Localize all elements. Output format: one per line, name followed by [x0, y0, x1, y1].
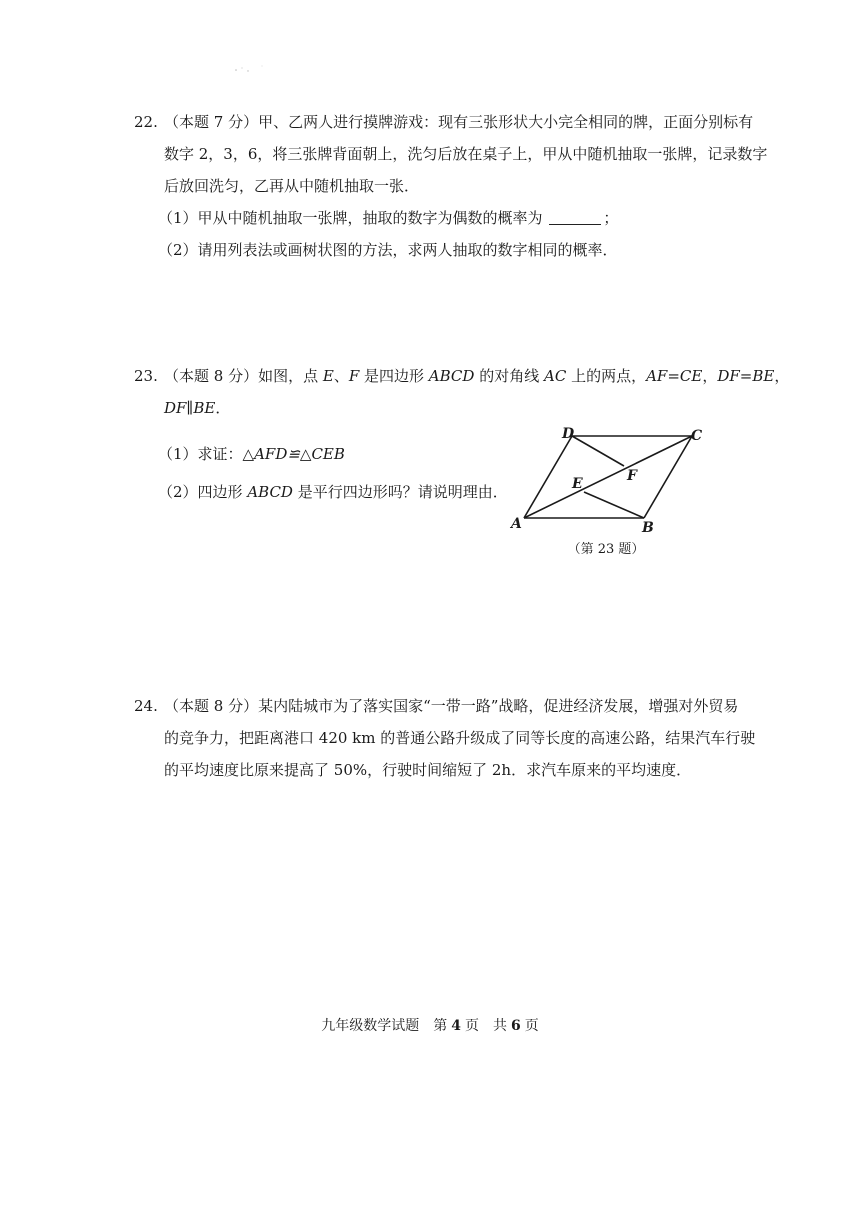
label-D: D [562, 426, 575, 442]
parallelogram-figure [506, 422, 706, 562]
answer-blank[interactable] [549, 210, 601, 225]
diagonal-AC [524, 436, 692, 518]
condition-parallel: DF∥BE [164, 399, 216, 417]
page-number: 4 [451, 1018, 461, 1034]
figure-caption: （第 23 题） [567, 542, 645, 557]
sub-question-2: （2）四边形 ABCD 是平行四边形吗？请说明理由． [158, 483, 508, 501]
question-24 [134, 690, 764, 786]
question-stem-line: 的平均速度比原来提高了 50%，行驶时间缩短了 2h．求汽车原来的平均速度． [164, 761, 692, 779]
label-B: B [642, 520, 654, 536]
question-stem-line: 的竞争力，把距离港口 420 km 的普通公路升级成了同等长度的高速公路，结果汽车行驶 [164, 729, 756, 747]
question-number: 24. [134, 697, 158, 715]
scan-speck [228, 62, 268, 76]
question-22 [134, 106, 768, 266]
segment-BE [584, 492, 644, 518]
question-23: 23. （本题 8 分）如图，点 E、F 是四边形 ABCD 的对角线 AC 上的两点，AF=CE，DF=BE， DF∥BE． （1）求证：△AFD≌△CEB （2）四边形 ABCD 是平行四边形吗？请说明理由． [134, 360, 764, 508]
question-stem-line: 后放回洗匀，乙再从中随机抽取一张． [164, 177, 420, 195]
sub-question-1: （1）求证：△AFD≌△CEB [158, 445, 345, 463]
segment-DF [572, 436, 624, 466]
label-A: A [511, 516, 522, 532]
page-total: 6 [511, 1018, 521, 1034]
label-C: C [691, 428, 703, 444]
page-footer: 九年级数学试题 第 4 页 共 6 页 [321, 1018, 539, 1034]
question-number: 22. [134, 113, 158, 131]
question-stem-line: 数字 2，3，6，将三张牌背面朝上，洗匀后放在桌子上，甲从中随机抽取一张牌，记录数字 [164, 145, 768, 163]
question-stem: （本题 8 分）某内陆城市为了落实国家“一带一路”战略，促进经济发展，增强对外贸易 [164, 697, 739, 715]
sub-question-2: （2）请用列表法或画树状图的方法，求两人抽取的数字相同的概率． [158, 241, 618, 259]
question-number: 23. [134, 367, 158, 385]
sub-question-1: （1）甲从中随机抽取一张牌，抽取的数字为偶数的概率为 ； [158, 209, 619, 227]
label-E: E [572, 476, 583, 492]
question-stem: （本题 7 分）甲、乙两人进行摸牌游戏：现有三张形状大小完全相同的牌，正面分别标有 [164, 113, 754, 131]
label-F: F [627, 468, 637, 484]
